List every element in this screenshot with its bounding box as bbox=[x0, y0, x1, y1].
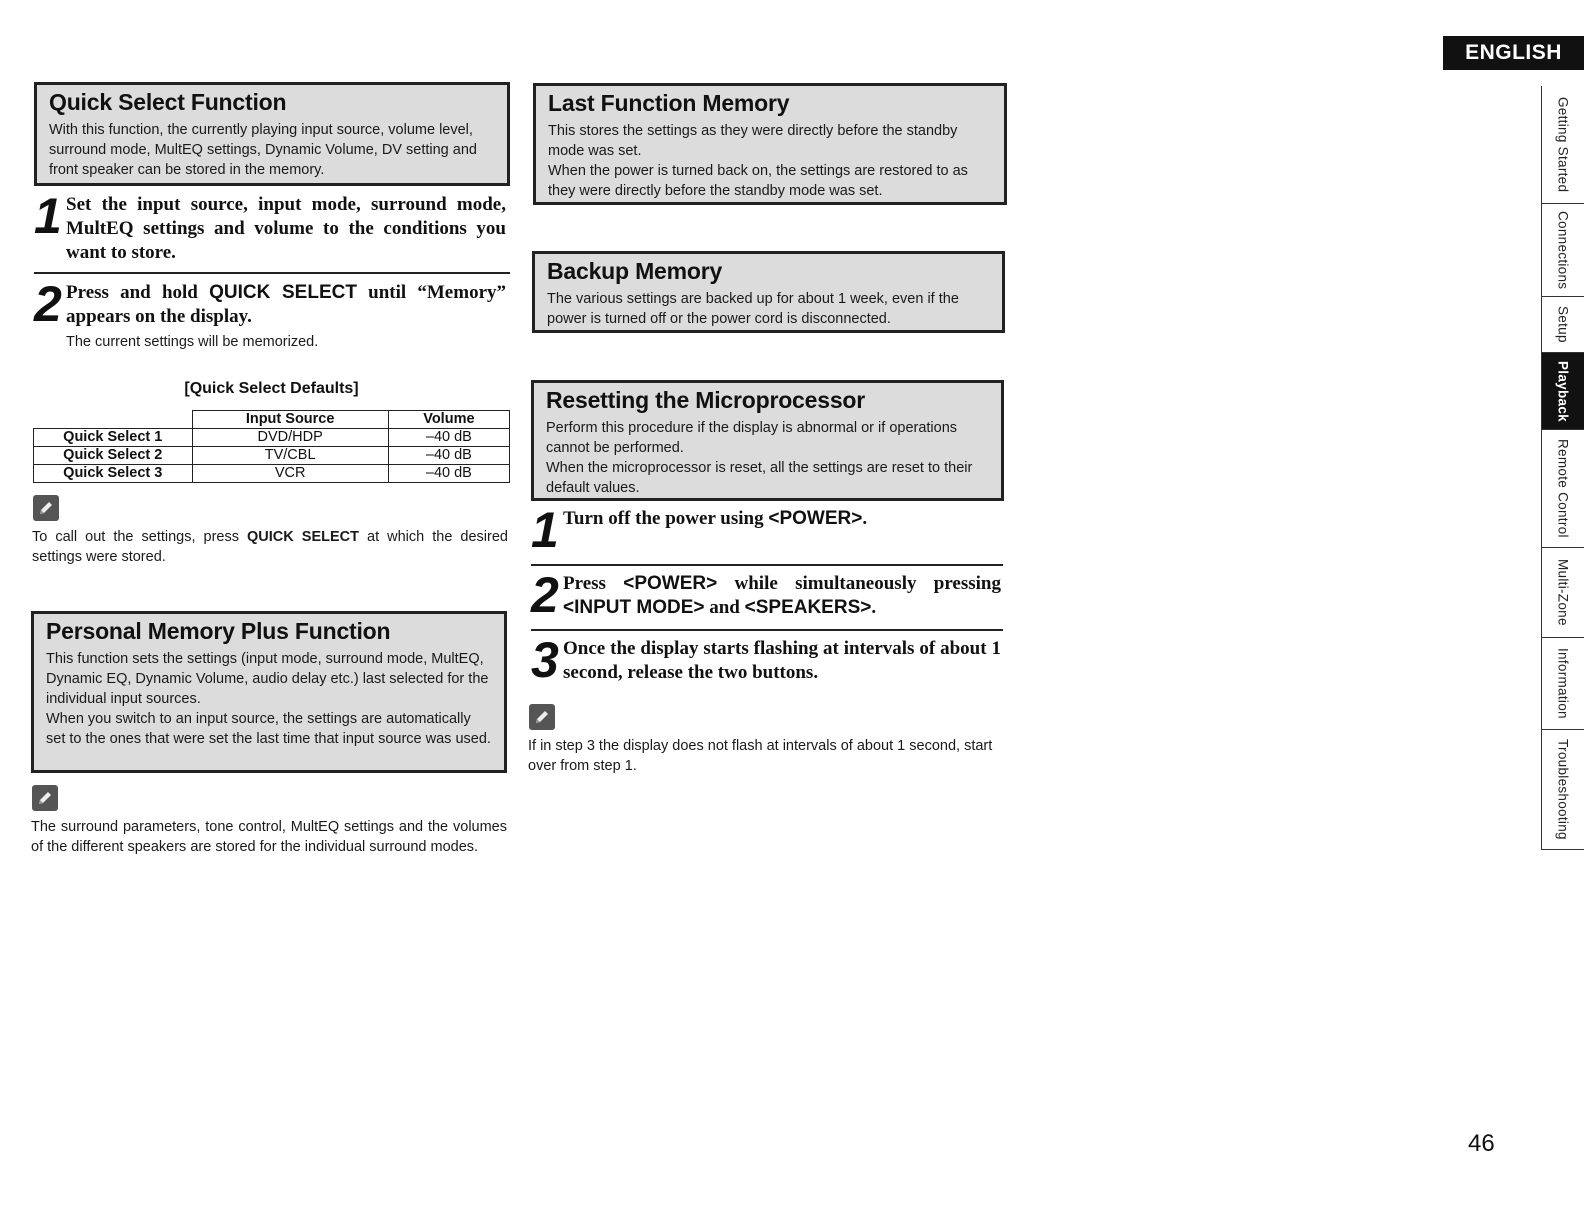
backup-memory-title: Backup Memory bbox=[547, 258, 723, 284]
last-function-title: Last Function Memory bbox=[548, 90, 790, 116]
step-text-a: Press and hold bbox=[66, 282, 210, 303]
table-header-volume: Volume bbox=[388, 411, 509, 429]
side-tab-getting-started[interactable] bbox=[1541, 86, 1584, 204]
table-row bbox=[34, 429, 510, 447]
step-2-subtext: The current settings will be memorized. bbox=[66, 334, 319, 350]
step-number: 1 bbox=[531, 502, 559, 558]
table-cell: DVD/HDP bbox=[192, 429, 388, 447]
side-tab-label: Getting Started bbox=[1555, 96, 1571, 193]
power-keyword: <POWER> bbox=[768, 508, 863, 529]
table-header-input-source: Input Source bbox=[192, 411, 388, 429]
side-tab-connections[interactable] bbox=[1541, 204, 1584, 297]
side-tab-multi-zone[interactable] bbox=[1541, 548, 1584, 638]
input-mode-keyword: <INPUT MODE> bbox=[563, 597, 705, 618]
step-text: Once the display starts flashing at intervals of about 1 second, release the two buttons. bbox=[563, 638, 1001, 683]
step-number: 2 bbox=[34, 276, 62, 332]
reset-note: If in step 3 the display does not flash at intervals of about 1 second, start over from step 1. bbox=[528, 738, 993, 774]
side-tab-label: Information bbox=[1555, 648, 1571, 719]
step-text bbox=[563, 572, 1001, 620]
language-tab: ENGLISH bbox=[1443, 36, 1584, 70]
reset-box bbox=[531, 380, 1004, 501]
note-text-b: at which the desired settings were stored. bbox=[32, 529, 508, 565]
quick-select-title: Quick Select Function bbox=[49, 89, 287, 115]
step-text-a: Turn off the power using bbox=[563, 508, 769, 529]
step-text-d: . bbox=[871, 597, 877, 618]
quick-select-keyword: QUICK SELECT bbox=[247, 529, 359, 545]
side-tab-label: Remote Control bbox=[1555, 439, 1571, 538]
side-tab-label: Playback bbox=[1555, 360, 1571, 422]
power-keyword: <POWER> bbox=[623, 573, 718, 594]
side-tab-label: Multi-Zone bbox=[1555, 559, 1571, 626]
table-cell: Quick Select 3 bbox=[34, 465, 193, 483]
step-number: 1 bbox=[34, 188, 62, 244]
side-tab-label: Connections bbox=[1555, 210, 1571, 290]
step-number: 2 bbox=[531, 567, 559, 623]
note-pencil-icon bbox=[529, 704, 555, 730]
reset-body-1: Perform this procedure if the display is abnormal or if operations cannot be performed. bbox=[546, 420, 958, 456]
note-pencil-icon bbox=[33, 495, 59, 521]
last-function-box bbox=[533, 83, 1007, 205]
table-cell: Quick Select 2 bbox=[34, 447, 193, 465]
step-text-b: . bbox=[862, 508, 868, 529]
table-cell: –40 dB bbox=[388, 465, 509, 483]
reset-step-1 bbox=[531, 502, 1001, 558]
personal-memory-body-2: When you switch to an input source, the settings are automatically set to the ones that were set the last time that input source was used. bbox=[46, 711, 491, 747]
personal-memory-box bbox=[31, 611, 507, 773]
quick-select-defaults-table bbox=[33, 410, 510, 483]
side-tab-information[interactable] bbox=[1541, 638, 1584, 730]
table-row bbox=[34, 447, 510, 465]
defaults-caption: [Quick Select Defaults] bbox=[184, 380, 359, 397]
table-cell: –40 dB bbox=[388, 429, 509, 447]
side-tab-setup[interactable] bbox=[1541, 297, 1584, 353]
personal-memory-note: The surround parameters, tone control, MultEQ settings and the volumes of the different speakers are stored for the individual surround modes. bbox=[31, 819, 507, 855]
step-text-c: and bbox=[704, 597, 745, 618]
note-text-a: To call out the settings, press bbox=[32, 529, 248, 545]
quick-select-step-2 bbox=[34, 276, 507, 332]
divider bbox=[531, 564, 1003, 566]
step-text bbox=[66, 281, 506, 329]
table-header-blank bbox=[34, 411, 193, 429]
side-tab-playback[interactable] bbox=[1541, 353, 1584, 430]
last-function-body-2: When the power is turned back on, the settings are restored to as they were directly before the standby mode was set. bbox=[548, 163, 968, 199]
table-header-row bbox=[34, 411, 510, 429]
reset-step-2 bbox=[531, 567, 1001, 623]
side-tab-label: Troubleshooting bbox=[1555, 739, 1571, 840]
step-text-b: while simultaneously pressing bbox=[717, 573, 1001, 594]
reset-body-2: When the microprocessor is reset, all the settings are reset to their default values. bbox=[546, 460, 973, 496]
step-text: Set the input source, input mode, surround mode, MultEQ settings and volume to the conditions you want to store. bbox=[66, 194, 506, 263]
note-pencil-icon bbox=[32, 785, 58, 811]
table-cell: –40 dB bbox=[388, 447, 509, 465]
quick-select-box bbox=[34, 82, 510, 186]
personal-memory-title: Personal Memory Plus Function bbox=[46, 618, 391, 644]
personal-memory-body-1: This function sets the settings (input mode, surround mode, MultEQ, Dynamic EQ, Dynamic Volume, audio delay etc.) last selected for the individual input sources. bbox=[46, 651, 489, 707]
quick-select-step-1 bbox=[34, 188, 506, 265]
divider bbox=[34, 272, 510, 274]
backup-memory-body: The various settings are backed up for about 1 week, even if the power is turned off or the power cord is disconnected. bbox=[547, 291, 959, 327]
table-cell: TV/CBL bbox=[192, 447, 388, 465]
quick-select-note bbox=[32, 527, 508, 567]
side-tab-label: Setup bbox=[1555, 306, 1571, 343]
table-cell: VCR bbox=[192, 465, 388, 483]
side-tab-remote-control[interactable] bbox=[1541, 430, 1584, 548]
quick-select-body: With this function, the currently playing input source, volume level, surround mode, MultEQ settings, Dynamic Volume, DV setting and front speaker can be stored in the memory. bbox=[49, 122, 477, 178]
step-text-a: Press bbox=[563, 573, 624, 594]
divider bbox=[531, 629, 1003, 631]
table-row bbox=[34, 465, 510, 483]
step-text-b: until “Memory” appears on the display. bbox=[66, 282, 507, 327]
backup-memory-box bbox=[532, 251, 1005, 333]
step-text bbox=[563, 507, 867, 531]
reset-title: Resetting the Microprocessor bbox=[546, 387, 866, 413]
speakers-keyword: <SPEAKERS> bbox=[744, 597, 872, 618]
step-number: 3 bbox=[531, 632, 559, 688]
side-tab-troubleshooting[interactable] bbox=[1541, 730, 1584, 850]
side-nav bbox=[1541, 86, 1584, 850]
quick-select-keyword: QUICK SELECT bbox=[209, 282, 357, 303]
reset-step-3 bbox=[531, 632, 1001, 688]
page-number: 46 bbox=[1468, 1130, 1495, 1157]
last-function-body-1: This stores the settings as they were directly before the standby mode was set. bbox=[548, 123, 958, 159]
table-cell: Quick Select 1 bbox=[34, 429, 193, 447]
